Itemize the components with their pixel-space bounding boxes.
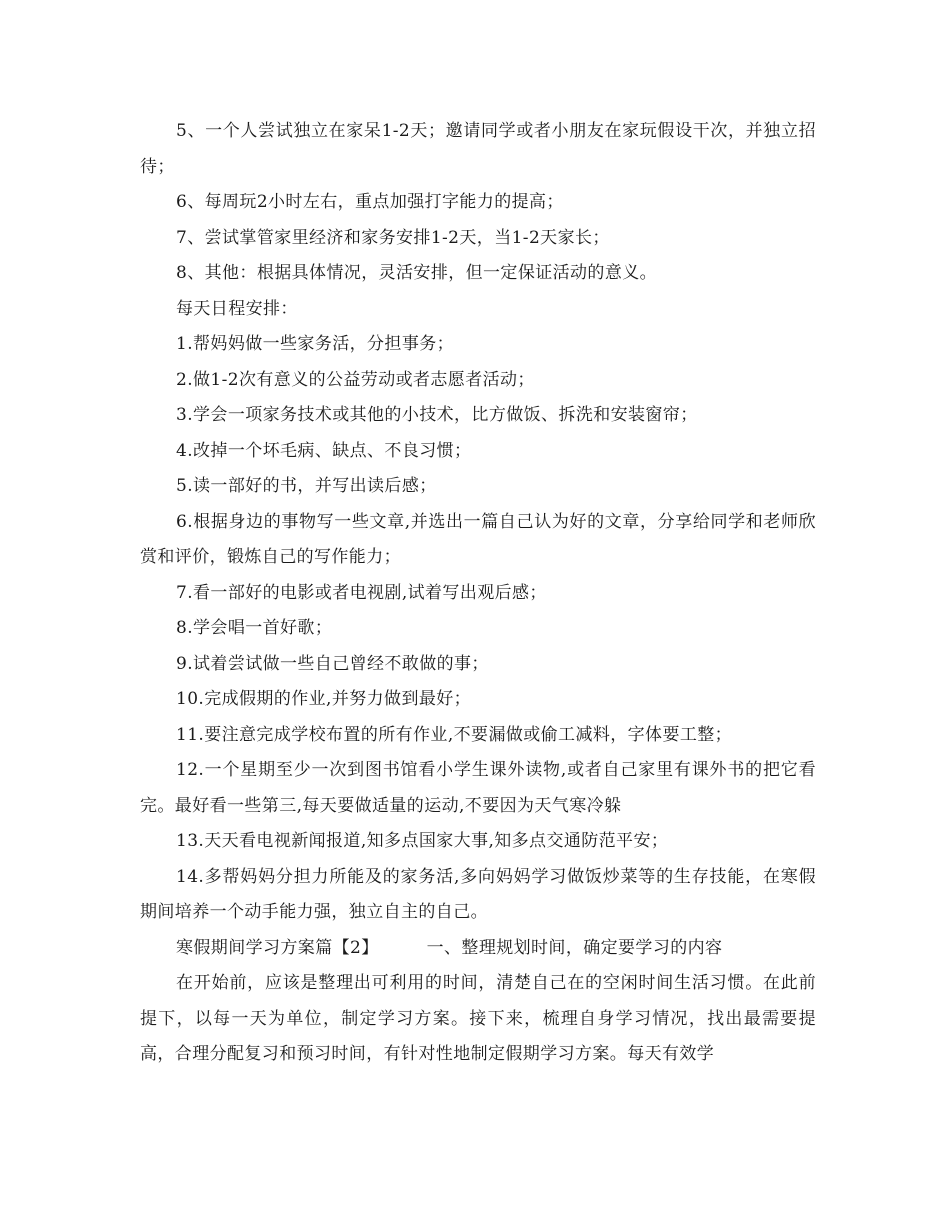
schedule-item-8: 8.学会唱一首好歌； bbox=[176, 618, 333, 638]
closing-paragraph: 在开始前，应该是整理出可利用的时间，清楚自己在的空闲时间生活习惯。在此前提下，以每一天为单位，制定学习方案。接下来，梳理自身学习情况，找出最需要提高，合理分配复习和预习时间，有针对性地制定假期学习方案。每天有效学 bbox=[140, 973, 816, 1064]
document-body bbox=[140, 114, 816, 1073]
schedule-item-1: 1.帮妈妈做一些家务活，分担事务； bbox=[176, 334, 455, 354]
schedule-item-4: 4.改掉一个坏毛病、缺点、不良习惯； bbox=[176, 440, 472, 461]
schedule-item-3: 3.学会一项家务技术或其他的小技术，比方做饭、拆洗和安装窗帘； bbox=[176, 405, 698, 425]
section-heading bbox=[140, 931, 816, 967]
schedule-item-7: 7.看一部好的电影或者电视剧,试着写出观后感； bbox=[176, 582, 547, 603]
schedule-item-12: 12.一个星期至少一次到图书馆看小学生课外读物,或者自己家里有课外书的把它看完。最好看一些第三,每天要做适量的运动,不要因为天气寒冷躲 bbox=[140, 760, 816, 816]
schedule-item-9: 9.试着尝试做一些自己曾经不敢做的事； bbox=[176, 653, 489, 674]
schedule-item-10: 10.完成假期的作业,并努力做到最好； bbox=[176, 689, 472, 709]
schedule-item-5: 5.读一部好的书，并写出读后感； bbox=[176, 476, 437, 496]
schedule-item-14: 14.多帮妈妈分担力所能及的家务活,多向妈妈学习做饭炒菜等的生存技能，在寒假期间培养一个动手能力强，独立自主的自己。 bbox=[140, 866, 816, 922]
schedule-item-2: 2.做1-2次有意义的公益劳动或者志愿者活动； bbox=[176, 369, 535, 390]
schedule-item-13: 13.天天看电视新闻报道,知多点国家大事,知多点交通防范平安； bbox=[176, 831, 669, 851]
paragraph-item-6: 6、每周玩2小时左右，重点加强打字能力的提高； bbox=[176, 192, 564, 212]
schedule-item-11: 11.要注意完成学校布置的所有作业,不要漏做或偷工减料，字体要工整； bbox=[176, 724, 733, 745]
section-title: 寒假期间学习方案篇【2】 bbox=[176, 937, 379, 958]
section-subtitle: 一、整理规划时间，确定要学习的内容 bbox=[426, 937, 723, 958]
schedule-item-6: 6.根据身边的事物写一些文章,并选出一篇自己认为好的文章，分享给同学和老师欣赏和评价，锻炼自己的写作能力； bbox=[140, 511, 816, 567]
paragraph-item-7: 7、尝试掌管家里经济和家务安排1-2天，当1-2天家长； bbox=[176, 227, 610, 248]
paragraph-item-5: 5、一个人尝试独立在家呆1-2天；邀请同学或者小朋友在家玩假设干次，并独立招待； bbox=[140, 121, 816, 177]
schedule-heading: 每天日程安排： bbox=[176, 298, 298, 319]
paragraph-item-8: 8、其他：根据具体情况，灵活安排，但一定保证活动的意义。 bbox=[176, 263, 658, 283]
